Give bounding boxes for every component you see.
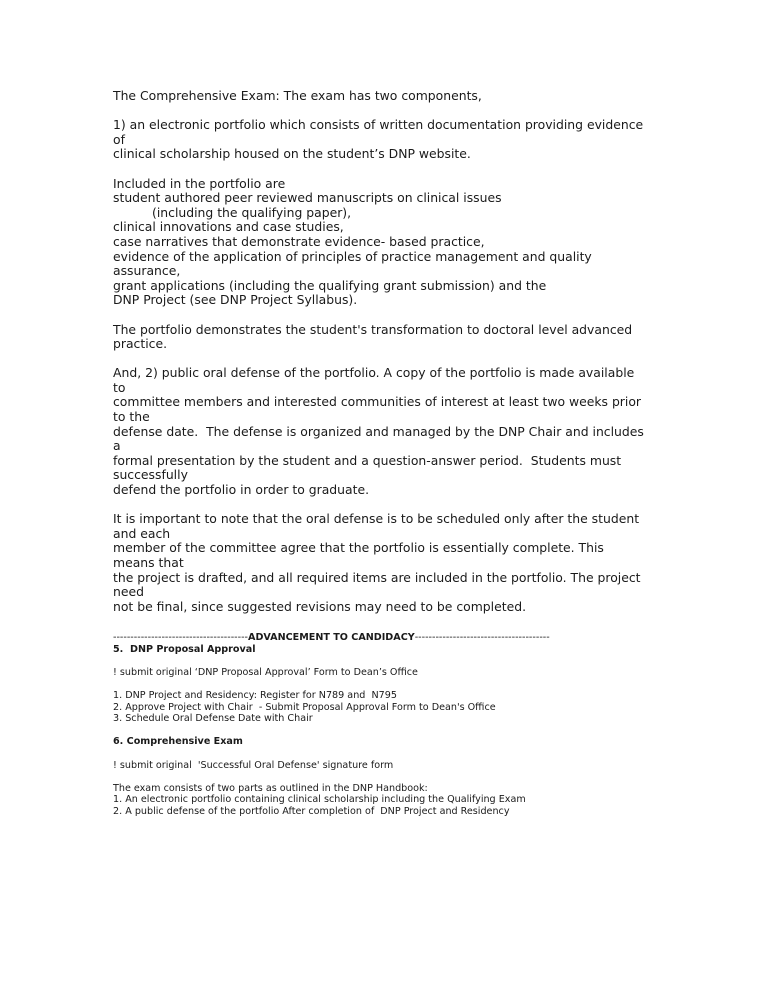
- component-two-line: committee members and interested communities of interest at least two weeks prior: [113, 394, 642, 410]
- portfolio-items-line: student authored peer reviewed manuscripts on clinical issues: [113, 190, 502, 206]
- advancement-heading: ADVANCEMENT TO CANDIDACY: [248, 632, 415, 643]
- component-two-paragraph: [113, 366, 658, 497]
- portfolio-items-line: grant applications (including the qualifying grant submission) and the: [113, 277, 547, 293]
- section-6-description: The exam consists of two parts as outlined in the DNP Handbook:: [113, 782, 428, 794]
- section-6-submit-note: ! submit original 'Successful Oral Defense' signature form: [113, 759, 394, 771]
- section-5-step: 1. DNP Project and Residency: Register for N789 and N795: [113, 689, 397, 701]
- exam-intro-paragraph: [113, 89, 658, 104]
- portfolio-items-line: case narratives that demonstrate evidence- based practice,: [113, 233, 485, 249]
- component-two-line: defend the portfolio in order to graduate.: [113, 482, 370, 498]
- advancement-divider: [113, 632, 658, 644]
- section-6-title: 6. Comprehensive Exam: [113, 736, 243, 748]
- defense-note-line: need: [113, 584, 144, 600]
- component-two-line: formal presentation by the student and a question-answer period. Students must: [113, 452, 622, 468]
- transformation-paragraph: [113, 323, 658, 352]
- portfolio-items-line: DNP Project (see DNP Project Syllabus).: [113, 292, 358, 308]
- transformation-line: The portfolio demonstrates the student's transformation to doctoral level advanced: [113, 321, 633, 337]
- section-6-part: 2. A public defense of the portfolio After completion of DNP Project and Residency: [113, 805, 510, 817]
- component-one-line: clinical scholarship housed on the student’s DNP website.: [113, 146, 471, 162]
- defense-note-line: not be final, since suggested revisions may need to be completed.: [113, 598, 527, 614]
- portfolio-items-paragraph: [113, 177, 658, 308]
- component-two-line: to: [113, 379, 126, 395]
- spacer: [113, 725, 658, 737]
- spacer: [113, 655, 658, 667]
- component-one-line: of: [113, 131, 125, 147]
- portfolio-items-line: assurance,: [113, 263, 181, 279]
- divider-dashes-left: ---------------------------------------: [113, 632, 249, 643]
- defense-note-paragraph: [113, 512, 658, 614]
- component-one-paragraph: [113, 118, 658, 162]
- spacer: [113, 748, 658, 760]
- portfolio-items-line: Included in the portfolio are: [113, 175, 286, 191]
- advancement-section: [113, 632, 658, 818]
- defense-note-line: the project is drafted, and all required items are included in the portfolio. The project: [113, 569, 641, 585]
- section-5-step: 3. Schedule Oral Defense Date with Chair: [113, 713, 313, 725]
- component-two-line: to the: [113, 409, 150, 425]
- defense-note-line: member of the committee agree that the portfolio is essentially complete. This: [113, 540, 604, 556]
- section-5-title: 5. DNP Proposal Approval: [113, 643, 256, 655]
- divider-dashes-right: ---------------------------------------: [414, 632, 550, 643]
- section-6-part: 1. An electronic portfolio containing clinical scholarship including the Qualifying Exam: [113, 794, 526, 806]
- component-two-line: defense date. The defense is organized and managed by the DNP Chair and includes: [113, 423, 644, 439]
- defense-note-line: It is important to note that the oral defense is to be scheduled only after the student: [113, 511, 640, 527]
- transformation-line: practice.: [113, 336, 168, 352]
- defense-note-line: and each: [113, 525, 171, 541]
- section-5-submit-note: ! submit original ‘DNP Proposal Approval’ Form to Dean’s Office: [113, 666, 418, 678]
- component-two-line: a: [113, 438, 121, 454]
- spacer: [113, 678, 658, 690]
- spacer: [113, 771, 658, 783]
- component-two-line: successfully: [113, 467, 188, 483]
- portfolio-items-line: clinical innovations and case studies,: [113, 219, 344, 235]
- portfolio-items-line: (including the qualifying paper),: [152, 204, 352, 220]
- defense-note-line: means that: [113, 555, 184, 570]
- comprehensive-exam-section: [113, 89, 658, 629]
- section-5-step: 2. Approve Project with Chair - Submit Proposal Approval Form to Dean's Office: [113, 701, 496, 713]
- component-two-line: And, 2) public oral defense of the portfolio. A copy of the portfolio is made available: [113, 365, 635, 381]
- portfolio-items-line: evidence of the application of principles of practice management and quality: [113, 248, 592, 264]
- exam-intro-line: The Comprehensive Exam: The exam has two components,: [113, 88, 482, 103]
- component-one-line: 1) an electronic portfolio which consists of written documentation providing evidence: [113, 117, 644, 133]
